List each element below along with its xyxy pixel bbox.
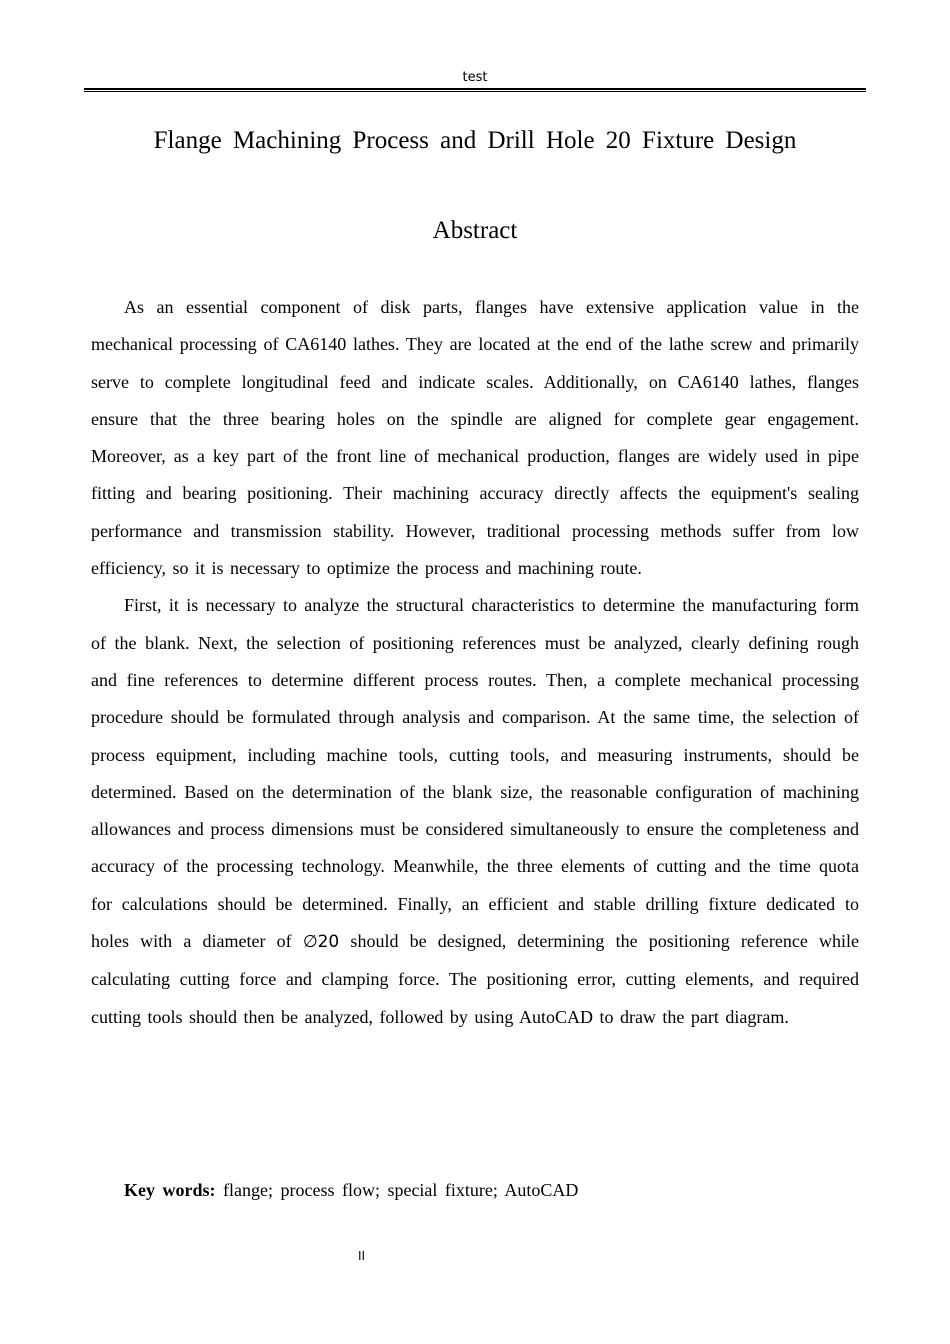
page-header: test [462,70,488,85]
diameter-value: ∅20 [302,932,340,953]
abstract-paragraph-2 [91,587,859,1036]
abstract-body [91,289,859,1036]
keywords-label: Key words: [124,1180,216,1200]
abstract-paragraph-2-start: First, it is necessary to analyze the structural characteristics to determine the manufacturing form of the blank. Next, the selection of positioning references must be analyzed, clearly defining rough and fine references to determine different process routes. Then, a complete mechanical processing procedure should be formulated through analysis and comparison. At the same time, the selection of process equipment, including machine tools, cutting tools, and measuring instruments, should be determined. Based on the determination of the blank size, the reasonable configuration of machining allowances and process dimensions must be considered simultaneously to ensure the completeness and accuracy of the processing technology. Meanwhile, the three elements of cutting and the time quota for calculations should be determined. Finally, an efficient and stable drilling fixture dedicated to holes with a diameter of [91,595,859,952]
abstract-heading: Abstract [432,217,518,244]
header-divider [84,88,866,92]
keywords-list: flange; process flow; special fixture; AutoCAD [215,1180,579,1200]
keywords-line [124,1175,859,1205]
document-title: Flange Machining Process and Drill Hole 20 Fixture Design [153,127,797,154]
abstract-paragraph-2-end: should be designed, determining the positioning reference while calculating cutting force and clamping force. The positioning error, cutting elements, and required cutting tools should then be analyzed, followed by using AutoCAD to draw the part diagram. [91,931,860,1027]
abstract-paragraph-1: As an essential component of disk parts, flanges have extensive application value in the mechanical processing of CA6140 lathes. They are located at the end of the lathe screw and primarily serve to complete longitudinal feed and indicate scales. Additionally, on CA6140 lathes, flanges ensure that the three bearing holes on the spindle are aligned for complete gear engagement. Moreover, as a key part of the front line of mechanical production, flanges are widely used in pipe fitting and bearing positioning. Their machining accuracy directly affects the equipment's sealing performance and transmission stability. However, traditional processing methods suffer from low efficiency, so it is necessary to optimize the process and machining route. [91,297,859,579]
page-number: II [358,1249,366,1263]
